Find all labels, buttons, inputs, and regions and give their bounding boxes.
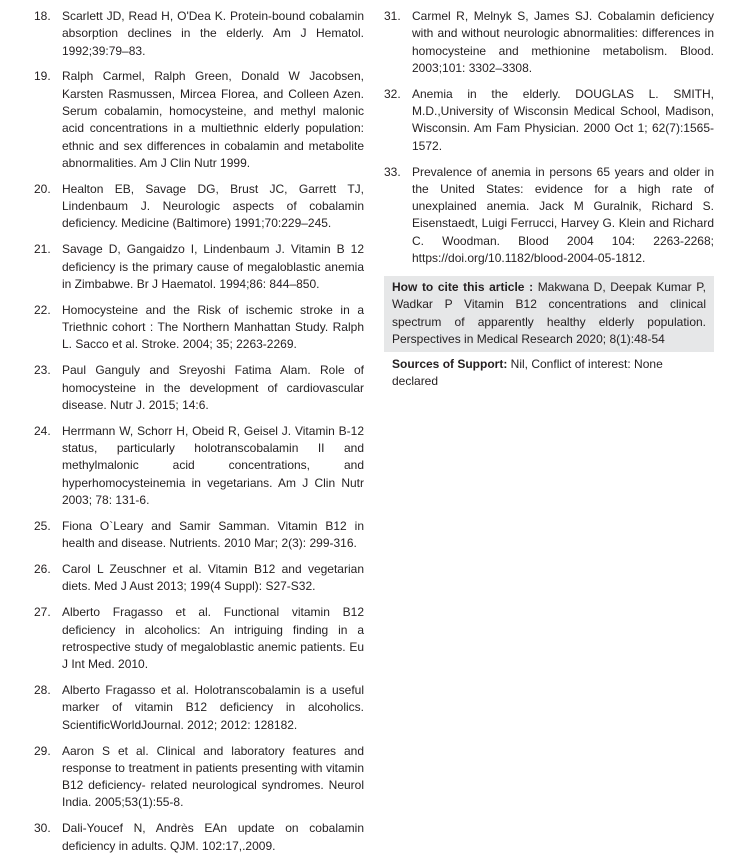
reference-text: Ralph Carmel, Ralph Green, Donald W Jacobsen, Karsten Rasmussen, Mircea Florea, and Colleen Azen. Serum cobalamin, homocysteine, and methyl malonic acid concentrations in a multiethnic elderly population: ethnic and sex differences in cobalamin and metabolite abnormalities. Am J Clin Nutr 1999. bbox=[62, 69, 364, 170]
reference-item bbox=[34, 604, 364, 673]
reference-item bbox=[34, 423, 364, 509]
reference-item bbox=[384, 8, 714, 77]
reference-number: 18. bbox=[34, 9, 51, 23]
reference-item bbox=[34, 743, 364, 812]
reference-number: 19. bbox=[34, 69, 51, 84]
reference-text: Savage D, Gangaidzo I, Lindenbaum J. Vitamin B 12 deficiency is the primary cause of megaloblastic anemia in Zimbabwe. Br J Haematol. 1994;86: 844–850. bbox=[62, 242, 364, 291]
reference-number: 32. bbox=[384, 86, 401, 101]
reference-number: 26. bbox=[34, 562, 51, 577]
reference-item bbox=[384, 86, 714, 155]
reference-number: 30. bbox=[34, 821, 51, 836]
reference-text: Carol L Zeuschner et al. Vitamin B12 and vegetarian diets. Med J Aust 2013; 199(4 Suppl): S27-S32. bbox=[62, 562, 364, 594]
reference-number: 29. bbox=[34, 743, 51, 758]
reference-item bbox=[34, 362, 364, 414]
reference-item bbox=[34, 561, 364, 596]
reference-item bbox=[34, 241, 364, 293]
reference-text: Fiona O`Leary and Samir Samman. Vitamin B12 in health and disease. Nutrients. 2010 Mar; 2(3): 299-316. bbox=[62, 518, 364, 551]
reference-number: 23. bbox=[34, 363, 51, 378]
how-to-cite-text: Makwana D, Deepak Kumar P, Wadkar P Vitamin B12 concentrations and clinical spectrum of apparently healthy elderly population. Perspectives in Medical Research 2020; 8(1):48-54 bbox=[392, 279, 706, 346]
sources-of-support-text: Nil, Conflict of interest: None declared bbox=[392, 357, 663, 389]
sources-of-support-label: Sources of Support: bbox=[392, 357, 508, 372]
reference-text: Healton EB, Savage DG, Brust JC, Garrett TJ, Lindenbaum J. Neurologic aspects of cobalamin deficiency. Medicine (Baltimore) 1991;70:229–245. bbox=[62, 181, 364, 231]
reference-number: 33. bbox=[384, 164, 401, 179]
reference-text: Scarlett JD, Read H, O'Dea K. Protein-bound cobalamin absorption declines in the elderly. Am J Hematol. 1992;39:79–83. bbox=[62, 9, 364, 58]
sources-of-support bbox=[384, 352, 714, 395]
reference-item bbox=[34, 682, 364, 734]
reference-text: Alberto Fragasso et al. Functional vitamin B12 deficiency in alcoholics: An intriguing finding in a retrospective study of megaloblastic anemic patients. Eu J Int Med. 2010. bbox=[62, 605, 364, 672]
reference-number: 21. bbox=[34, 242, 51, 257]
how-to-cite-box bbox=[384, 276, 714, 352]
reference-number: 24. bbox=[34, 423, 51, 438]
reference-item bbox=[34, 68, 364, 172]
reference-item bbox=[34, 8, 364, 60]
reference-text: Anemia in the elderly. DOUGLAS L. SMITH, M.D.,University of Wisconsin Medical School, Madison, Wisconsin. Am Fam Physician. 2000 Oct 1; 62(7):1565-1572. bbox=[412, 86, 714, 153]
reference-item bbox=[34, 820, 364, 855]
reference-text: Prevalence of anemia in persons 65 years and older in the United States: evidence for a high rate of unexplained anemia. Jack M Guralnik, Richard S. Eisenstaedt, Luigi Ferrucci, Harvey G. Klein and Richard C. Woodman. Blood 2004 104: 2263-2268; https://doi.org/10.1182/blood-2004-05-1812. bbox=[412, 164, 714, 266]
reference-text: Dali-Youcef N, Andrès EAn update on cobalamin deficiency in adults. QJM. 102:17,.2009. bbox=[62, 821, 364, 853]
reference-text: Homocysteine and the Risk of ischemic stroke in a Triethnic cohort : The Northern Manhattan Study. Ralph L. Sacco et al. Stroke. 2004; 35; 2263-2269. bbox=[62, 302, 364, 352]
reference-text: Aaron S et al. Clinical and laboratory features and response to treatment in patients presenting with vitamin B12 deficiency- related neurological syndromes. Neurol India. 2005;53(1):55-8. bbox=[62, 743, 364, 810]
reference-item bbox=[384, 164, 714, 268]
reference-item bbox=[34, 302, 364, 354]
reference-item bbox=[34, 181, 364, 233]
references-left-column bbox=[34, 8, 364, 863]
reference-number: 22. bbox=[34, 302, 51, 317]
references-right-column bbox=[384, 8, 714, 395]
how-to-cite-label: How to cite this article : bbox=[392, 279, 534, 294]
reference-number: 20. bbox=[34, 181, 51, 196]
reference-text: Paul Ganguly and Sreyoshi Fatima Alam. Role of homocysteine in the development of cardiovascular disease. Nutr J. 2015; 14:6. bbox=[62, 363, 364, 412]
reference-number: 28. bbox=[34, 683, 51, 698]
reference-text: Alberto Fragasso et al. Holotranscobalamin is a useful marker of vitamin B12 deficiency in alcoholics. ScientificWorldJournal. 2012; 2012: 128182. bbox=[62, 683, 364, 732]
reference-item bbox=[34, 518, 364, 553]
reference-text: Herrmann W, Schorr H, Obeid R, Geisel J. Vitamin B-12 status, particularly holotranscobalamin II and methylmalonic acid concentrations, and hyperhomocysteinemia in vegetarians. Am J Clin Nutr 2003; 78: 131-6. bbox=[62, 423, 364, 507]
references-right-list bbox=[384, 8, 714, 267]
reference-text: Carmel R, Melnyk S, James SJ. Cobalamin deficiency with and without neurologic abnormalities: differences in homocysteine and methionine metabolism. Blood. 2003;101: 3302–3308. bbox=[412, 9, 714, 75]
reference-number: 25. bbox=[34, 518, 51, 533]
reference-number: 27. bbox=[34, 605, 51, 620]
reference-number: 31. bbox=[384, 9, 401, 23]
